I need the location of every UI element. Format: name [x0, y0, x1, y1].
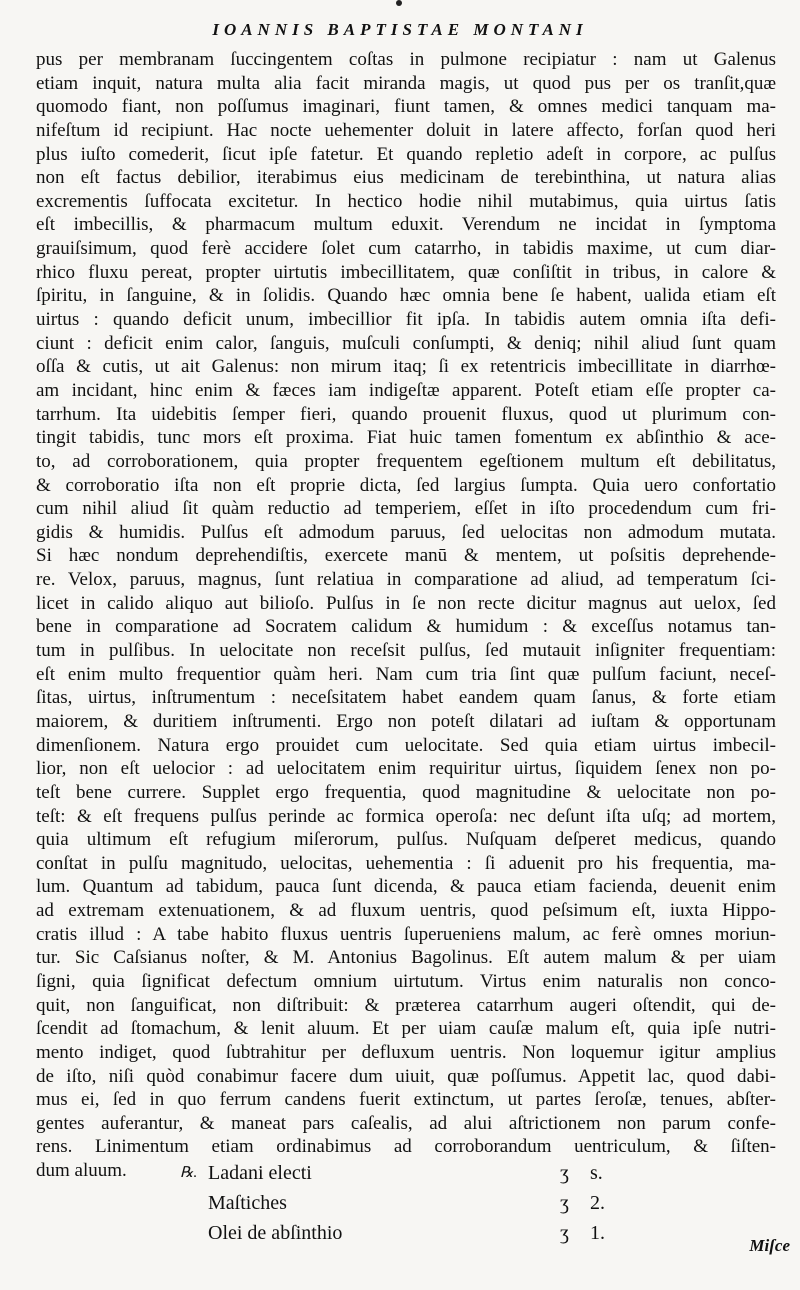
text-line: teſt: & eſt frequens pulſus perinde ac formica operoſa: nec deſunt iſta uſq; ad mortem,: [36, 805, 776, 827]
recipe-quantity: s.: [590, 1162, 603, 1184]
text-line: re. Velox, paruus, magnus, ſunt relatiua in comparatione ad aliud, ad temperatum ſci-: [36, 569, 776, 591]
recipe-ingredient: Maſtiches: [208, 1192, 287, 1214]
recipe-unit: ʒ: [560, 1192, 569, 1214]
text-line: tur. Sic Caſsianus noſter, & M. Antonius Bagolinus. Eſt autem malum & per uiam: [36, 947, 776, 969]
recipe-ingredient: Olei de abſinthio: [208, 1222, 343, 1244]
text-line: tingit tabidis, tunc mors eſt proxima. Fiat huic tamen fomentum ex abſinthio & ace-: [36, 427, 776, 449]
recipe-row: [180, 1158, 620, 1188]
recipe-row: [180, 1218, 620, 1248]
recipe-symbol: ℞.: [180, 1165, 198, 1181]
text-line: gidis & humidis. Pulſus eſt admodum paruus, ſed uelocitas non admodum mutata.: [36, 521, 776, 543]
recipe-row: [180, 1188, 620, 1218]
body-text: [36, 48, 776, 1183]
text-line: lum. Quantum ad tabidum, pauca ſunt dicenda, & pauca etiam facienda, deuenit enim: [36, 876, 776, 898]
text-line: rhico fluxu pereat, propter uirtutis imbecillitatem, quæ conſiſtit in tribus, in calore &: [36, 261, 776, 283]
text-line: bene in comparatione ad Socratem calidum & humidum : & exceſſus notamus tan-: [36, 616, 776, 638]
text-line: to, ad corroborationem, quia propter frequentem egeſtionem multum eſt debilitatus,: [36, 450, 776, 472]
text-line: teſt bene currere. Supplet ergo frequentia, quod magnitudine & uelocitate non po-: [36, 781, 776, 803]
text-line: rens. Linimentum etiam ordinabimus ad corroborandum uentriculum, & ſiſten-: [36, 1136, 776, 1158]
text-line: conſtat in pulſu magnitudo, uelocitas, uehementia : ſi aduenit pro his frequentia, ma-: [36, 852, 776, 874]
recipe-quantity: 1.: [590, 1222, 605, 1244]
text-line: non eſt factus debilior, iterabimus eius medicinam de terebinthina, ut natura alias: [36, 167, 776, 189]
text-line: & corroboratio iſta non eſt proprie dicta, ſed largius ſumpta. Quia uero confortatio: [36, 474, 776, 496]
text-line: lior, non eſt uelocior : ad uelocitatem enim requiritur uirtus, ſiquidem ſenex non po-: [36, 758, 776, 780]
recipe-unit: ʒ: [560, 1162, 569, 1184]
recipe-unit: ʒ: [560, 1222, 569, 1244]
text-line: pus per membranam ſuccingentem coſtas in pulmone recipiatur : nam ut Galenus: [36, 49, 776, 70]
text-line: ſcendit ad ſtomachum, & lenit aluum. Et per uiam cauſæ malum eſt, quia ipſe nutri-: [36, 1018, 776, 1040]
recipe-block: [180, 1158, 620, 1248]
text-line: ad extremam extenuationem, & ad fluxum uentris, quod peſsimum eſt, iuxta Hippo-: [36, 900, 776, 922]
text-line: am incidant, hinc enim & fæces iam indigeſtæ apparent. Poteſt etiam eſſe propter ca-: [36, 379, 776, 401]
text-line: ciunt : deficit enim calor, ſanguis, muſculi conſumpti, & deniq; nihil aliud ſunt quam: [36, 332, 776, 354]
text-line: cratis illud : A tabe habito fluxus uentris ſuperueniens malum, ac ferè omnes moriun-: [36, 923, 776, 945]
text-line: de iſto, niſi quòd conabimur facere dum uiuit, quæ poſſumus. Appetit lac, quod dabi-: [36, 1065, 776, 1087]
text-line: nifeſtum id recipiunt. Hac nocte uehementer doluit in latere affecto, forſan quod heri: [36, 119, 776, 141]
recipe-symbol: [180, 1218, 208, 1248]
recipe-ingredient: Ladani electi: [208, 1162, 312, 1184]
text-line: mento indiget, quod ſubtrahitur per defluxum uentris. Non loquemur igitur amplius: [36, 1041, 776, 1063]
text-line: grauiſsimum, quod ferè accidere ſolet cum catarrho, in tabidis maxime, ut cum diar-: [36, 238, 776, 260]
text-line: cum nihil aliud ſit quàm reductio ad temperiem, eſſet in iſto procedendum cum fri-: [36, 498, 776, 520]
text-line: etiam inquit, natura multa alia facit miranda magis, ut quod pus per os tranſit,quæ: [36, 72, 776, 94]
recipe-quantity: 2.: [590, 1192, 605, 1214]
text-line: tarrhum. Ita uidebitis ſemper fieri, quando prouenit fluxus, quod ut plurimum con-: [36, 403, 776, 425]
text-line: uirtus : quando deficit unum, imbecillior fit ipſa. In tabidis autem omnia iſta defi-: [36, 309, 776, 331]
catchword: Miſce: [749, 1236, 790, 1255]
text-line: ſpiritu, in ſanguine, & in ſolidis. Quando hæc omnia bene ſe habent, ualida etiam eſt: [36, 285, 776, 307]
text-line: ſitas, uirtus, inſtrumentum : neceſsitatem habet eandem quam ſanus, & forte etiam: [36, 687, 776, 709]
ornament-dot: [396, 0, 402, 6]
text-line: oſſa & cutis, ut ait Galenus: non mirum itaq; ſi ex retentricis imbecillitate in diarrhœ-: [36, 356, 776, 378]
text-line: licet in calido aliquo aut bilioſo. Pulſus in ſe non recte dicitur magnus aut uelox, ſed: [36, 592, 776, 614]
text-line: eſt enim multo frequentior quàm heri. Nam cum tria ſint quæ pulſum faciunt, neceſ-: [36, 663, 776, 685]
text-line: dum aluum.: [36, 1160, 127, 1182]
text-line: gentes auferantur, & maneat pars caſealis, ad alui aſtrictionem non parum confe-: [36, 1112, 776, 1134]
recipe-symbol: [180, 1188, 208, 1218]
text-line: dimenſionem. Natura ergo prouidet cum uelocitate. Sed quia etiam uirtus imbecil-: [36, 734, 776, 756]
text-line: plus iuſto comederit, ſicut ipſe fatetur. Et quando repletio adeſt in corpore, ac pulſus: [36, 143, 776, 165]
text-line: excrementis ſuffocata excitetur. In hectico hodie nihil mutabimus, quia uirtus ſatis: [36, 190, 776, 212]
text-line: ſigni, quia ſignificat defectum omnium uirtutum. Virtus enim naturalis non conco-: [36, 970, 776, 992]
text-line: quia ultimum eſt refugium miſerorum, pulſus. Nuſquam deſperet medicus, quando: [36, 829, 776, 851]
text-line: tum in pulſibus. In uelocitate non receſsit pulſus, ſed mutauit inſigniter frequentiam:: [36, 640, 776, 662]
text-line: quomodo fiant, non poſſumus imaginari, fiunt tamen, & omnes medici tanquam ma-: [36, 96, 776, 118]
text-line: maiorem, & duritiem inſtrumenti. Ergo non poteſt dilatari ad iuſtam & opportunam: [36, 710, 776, 732]
text-line: Si hæc nondum deprehendiſtis, exercete manū & mentem, ut poſsitis deprehende-: [36, 545, 776, 567]
text-line: quit, non ſanguificat, non diſtribuit: & præterea catarrhum augeri oſtendit, qui de-: [36, 994, 776, 1016]
running-head: IOANNIS BAPTISTAE MONTANI: [212, 20, 588, 39]
text-line: mus ei, ſed in quo ferrum candens fuerit extinctum, ut partes ſeroſæ, tenues, abſter-: [36, 1089, 776, 1111]
text-line: eſt imbecillis, & pharmacum multum eduxit. Verendum ne incidat in ſymptoma: [36, 214, 776, 236]
